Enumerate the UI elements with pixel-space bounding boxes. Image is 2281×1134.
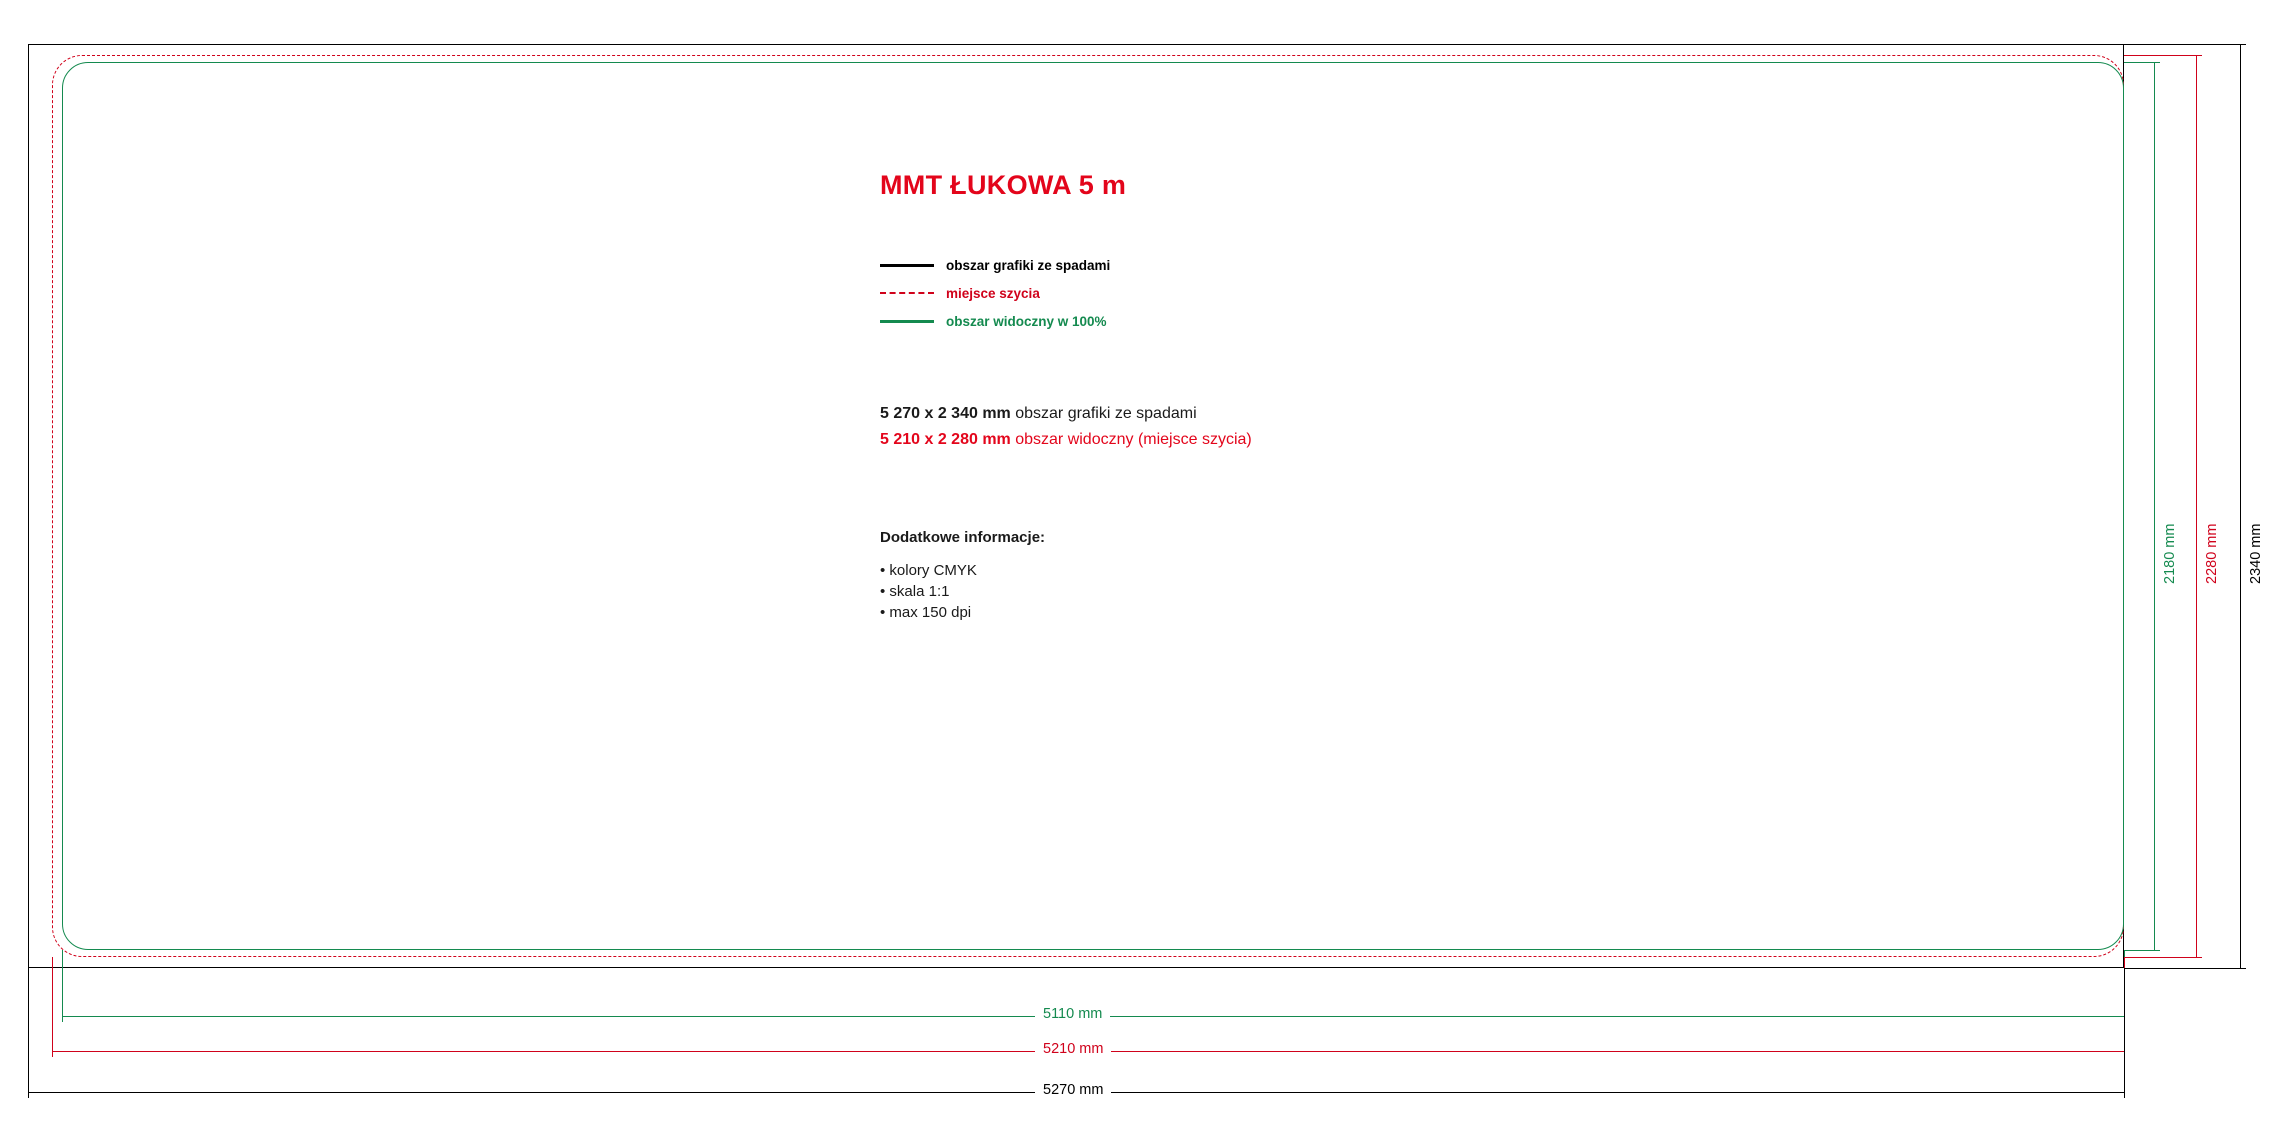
extension-line-stitch-left [52, 957, 53, 1051]
extension-line-visible-bottom [2124, 950, 2154, 951]
width-bleed-label: 5270 mm [1035, 1082, 1111, 1098]
additional-info-heading: Dodatkowe informacje: [880, 529, 1046, 546]
line-sample-solid-black-icon [880, 264, 934, 267]
legend-item-visible-area [880, 309, 1680, 333]
width-visible-label: 5110 mm [1035, 1006, 1110, 1022]
dimension-label: obszar grafiki ze spadami [1015, 405, 1197, 422]
legend-item-stitch-line [880, 281, 1680, 305]
extension-line-bleed-top [2124, 44, 2240, 45]
height-bleed-label: 2340 mm [2248, 518, 2264, 590]
extension-line-visible-left [62, 950, 63, 1016]
dimension-value: 5 270 x 2 340 mm [880, 405, 1011, 422]
additional-info [880, 529, 1680, 623]
height-visible-label: 2180 mm [2162, 518, 2178, 590]
additional-info-item: • max 150 dpi [880, 604, 972, 621]
dimension-value: 5 210 x 2 280 mm [880, 431, 1011, 448]
additional-info-item: • skala 1:1 [880, 583, 950, 600]
extension-line-bleed-left [28, 968, 29, 1092]
info-block [880, 170, 1680, 623]
height-bleed-dimension-line [2240, 44, 2241, 968]
extension-line-stitch-bottom [2124, 957, 2196, 958]
line-sample-solid-green-icon [880, 320, 934, 323]
legend-item-label: obszar widoczny w 100% [946, 313, 1107, 329]
dimension-label: obszar widoczny (miejsce szycia) [1015, 431, 1252, 448]
height-stitch-dimension-line [2196, 55, 2197, 957]
height-stitch-label: 2280 mm [2204, 518, 2220, 590]
width-stitch-label: 5210 mm [1035, 1041, 1111, 1057]
legend [880, 253, 1680, 333]
dimension-row-bleed [880, 401, 1680, 427]
line-sample-dashed-red-icon [880, 292, 934, 294]
extension-line-stitch-top [2124, 55, 2196, 56]
additional-info-item: • kolory CMYK [880, 562, 977, 579]
height-visible-dimension-line [2154, 62, 2155, 950]
dimensions-summary [880, 401, 1680, 453]
extension-line-bleed-right [2124, 968, 2125, 1092]
extension-line-bleed-bottom [2124, 968, 2240, 969]
dimension-row-visible [880, 427, 1680, 453]
extension-line-visible-top [2124, 62, 2154, 63]
legend-item-label: obszar grafiki ze spadami [946, 257, 1111, 273]
legend-item-bleed-area [880, 253, 1680, 277]
page-title: MMT ŁUKOWA 5 m [880, 170, 1127, 200]
legend-item-label: miejsce szycia [946, 285, 1040, 301]
